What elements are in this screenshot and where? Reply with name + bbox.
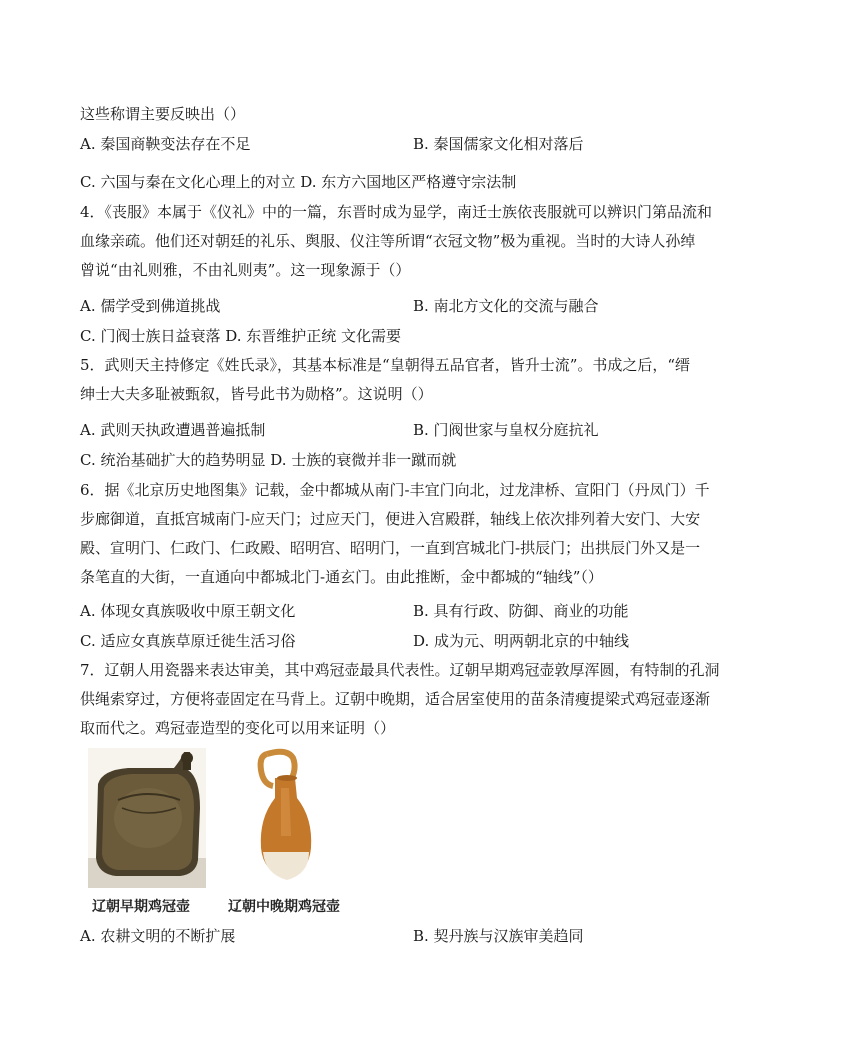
q4-stem-line-2: 血缘亲疏。他们还对朝廷的礼乐、舆服、仪注等所谓“衣冠文物”极为重视。当时的大诗人孙绰	[80, 232, 696, 250]
late-jug-caption: 辽朝中晚期鸡冠壶	[228, 899, 340, 915]
q6-option-c: C. 适应女真族草原迁徙生活习俗	[80, 632, 296, 650]
q4-option-a: A. 儒学受到佛道挑战	[80, 297, 221, 315]
q7-stem-line-1: 7．辽朝人用瓷器来表达审美，其中鸡冠壶最具代表性。辽朝早期鸡冠壶敦厚浑圆，有特制的孔洞	[80, 661, 720, 679]
q7-stem-line-3: 取而代之。鸡冠壶造型的变化可以用来证明（）	[80, 719, 396, 737]
q6-stem-line-2: 步廊御道，直抵宫城南门-应天门；过应天门，便进入宫殿群，轴线上依次排列着大安门、大安	[80, 510, 701, 528]
q4-option-cd: C. 门阀士族日益衰落 D. 东晋维护正统 文化需要	[80, 327, 402, 345]
q3-option-b: B. 秦国儒家文化相对落后	[413, 135, 584, 153]
q6-stem-line-1: 6．据《北京历史地图集》记载，金中都城从南门-丰宜门向北，过龙津桥、宣阳门（丹凤门）千	[80, 481, 710, 499]
q5-option-a: A. 武则天执政遭遇普遍抵制	[80, 421, 266, 439]
q4-stem-line-1: 4．《丧服》本属于《仪礼》中的一篇，东晋时成为显学，南迁士族依丧服就可以辨识门第品流和	[80, 203, 713, 221]
q6-stem-line-4: 条笔直的大街，一直通向中都城北门-通玄门。由此推断，金中都城的“轴线”（）	[80, 568, 603, 586]
q7-stem-line-2: 供绳索穿过，方便将壶固定在马背上。辽朝中晚期，适合居室使用的苗条清瘦提梁式鸡冠壶逐渐	[80, 690, 711, 708]
q7-option-a: A. 农耕文明的不断扩展	[80, 927, 236, 945]
q3-option-a: A. 秦国商鞅变法存在不足	[80, 135, 251, 153]
q7-option-b: B. 契丹族与汉族审美趋同	[413, 927, 584, 945]
q6-option-a: A. 体现女真族吸收中原王朝文化	[80, 602, 296, 620]
q5-option-b: B. 门阀世家与皇权分庭抗礼	[413, 421, 599, 439]
early-jug-caption: 辽朝早期鸡冠壶	[92, 899, 190, 915]
q4-stem-line-3: 曾说“由礼则雅，不由礼则夷”。这一现象源于（）	[80, 261, 411, 279]
early-chicken-crown-jug-image	[88, 748, 206, 888]
q5-stem-line-1: 5．武则天主持修定《姓氏录》，其基本标准是“皇朝得五品官者，皆升士流”。书成之后，“缙	[80, 356, 691, 374]
q5-option-cd: C. 统治基础扩大的趋势明显 D. 士族的衰微并非一蹴而就	[80, 451, 457, 469]
q6-stem-line-3: 殿、宣明门、仁政门、仁政殿、昭明宫、昭明门，一直到宫城北门-拱辰门；出拱辰门外又是一	[80, 539, 701, 557]
q3-stem-tail: 这些称谓主要反映出（）	[80, 105, 246, 123]
q3-option-cd: C. 六国与秦在文化心理上的对立 D. 东方六国地区严格遵守宗法制	[80, 173, 517, 191]
q5-stem-line-2: 绅士大夫多耻被甄叙，皆号此书为勋格”。这说明（）	[80, 385, 433, 403]
q4-option-b: B. 南北方文化的交流与融合	[413, 297, 599, 315]
late-chicken-crown-jug-image	[247, 748, 325, 888]
q6-option-b: B. 具有行政、防御、商业的功能	[413, 602, 629, 620]
q6-option-d: D. 成为元、明两朝北京的中轴线	[413, 632, 630, 650]
